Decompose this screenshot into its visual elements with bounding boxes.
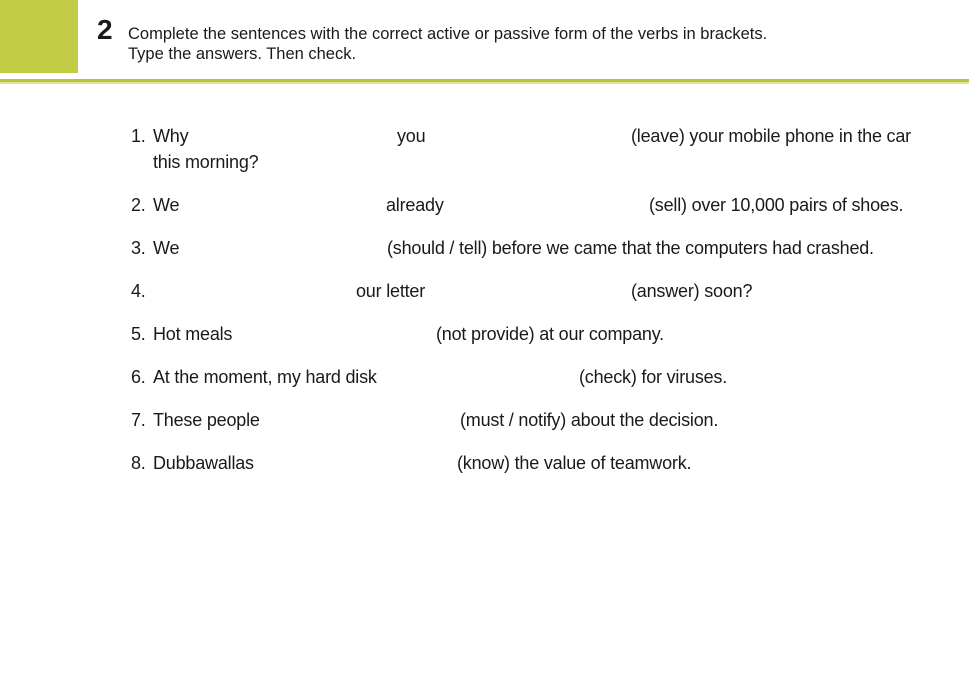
sentence-text: (should / tell) before we came that the computers had crashed.: [387, 238, 874, 258]
answer-gap-4a[interactable]: [153, 281, 352, 303]
sentence-number: 1.: [131, 126, 146, 146]
answer-gap-4b[interactable]: [432, 281, 628, 303]
sentence-text: our letter: [356, 281, 426, 301]
sentence-text: (check) for viruses.: [579, 367, 728, 387]
sentence-number: 3.: [131, 238, 146, 258]
answer-gap-5[interactable]: [236, 324, 432, 346]
sentence-text: (must / notify) about the decision.: [460, 410, 719, 430]
sentence-text: (sell) over 10,000 pairs of shoes.: [649, 195, 904, 215]
answer-gap-1b[interactable]: [432, 126, 626, 148]
sentence-text: Hot meals: [153, 324, 233, 344]
sentence-text: (not provide) at our company.: [436, 324, 664, 344]
sentence-text: already: [386, 195, 444, 215]
sentence-text: (know) the value of teamwork.: [457, 453, 692, 473]
sentence-text: At the moment, my hard disk: [153, 367, 377, 387]
exercise-number: 2: [97, 14, 113, 45]
sentence-number: 4.: [131, 281, 146, 301]
sentence-text: We: [153, 195, 180, 215]
sentence-number: 7.: [131, 410, 146, 430]
sentence-text: you: [397, 126, 426, 146]
instruction-line-1: Complete the sentences with the correct active or passive form of the verbs in brackets.: [128, 25, 768, 43]
answer-gap-7[interactable]: [260, 410, 456, 432]
answer-gap-6[interactable]: [380, 367, 576, 389]
sentence-text: this morning?: [153, 152, 259, 172]
answer-gap-2b[interactable]: [448, 195, 647, 217]
answer-gap-8[interactable]: [257, 453, 453, 475]
answer-gap-3[interactable]: [188, 238, 384, 260]
sentence-number: 8.: [131, 453, 146, 473]
sentence-text: These people: [153, 410, 260, 430]
sentence-text: Dubbawallas: [153, 453, 254, 473]
sentence-text: (answer) soon?: [631, 281, 753, 301]
answer-gap-1a[interactable]: [198, 126, 392, 148]
sentence-text: (leave) your mobile phone in the car: [631, 126, 911, 146]
sentence-text: Why: [153, 126, 189, 146]
sentence-number: 6.: [131, 367, 146, 387]
sentence-number: 5.: [131, 324, 146, 344]
answer-gap-2a[interactable]: [188, 195, 382, 217]
instruction-line-2: Type the answers. Then check.: [128, 45, 357, 63]
sentence-number: 2.: [131, 195, 146, 215]
sentence-text: We: [153, 238, 180, 258]
